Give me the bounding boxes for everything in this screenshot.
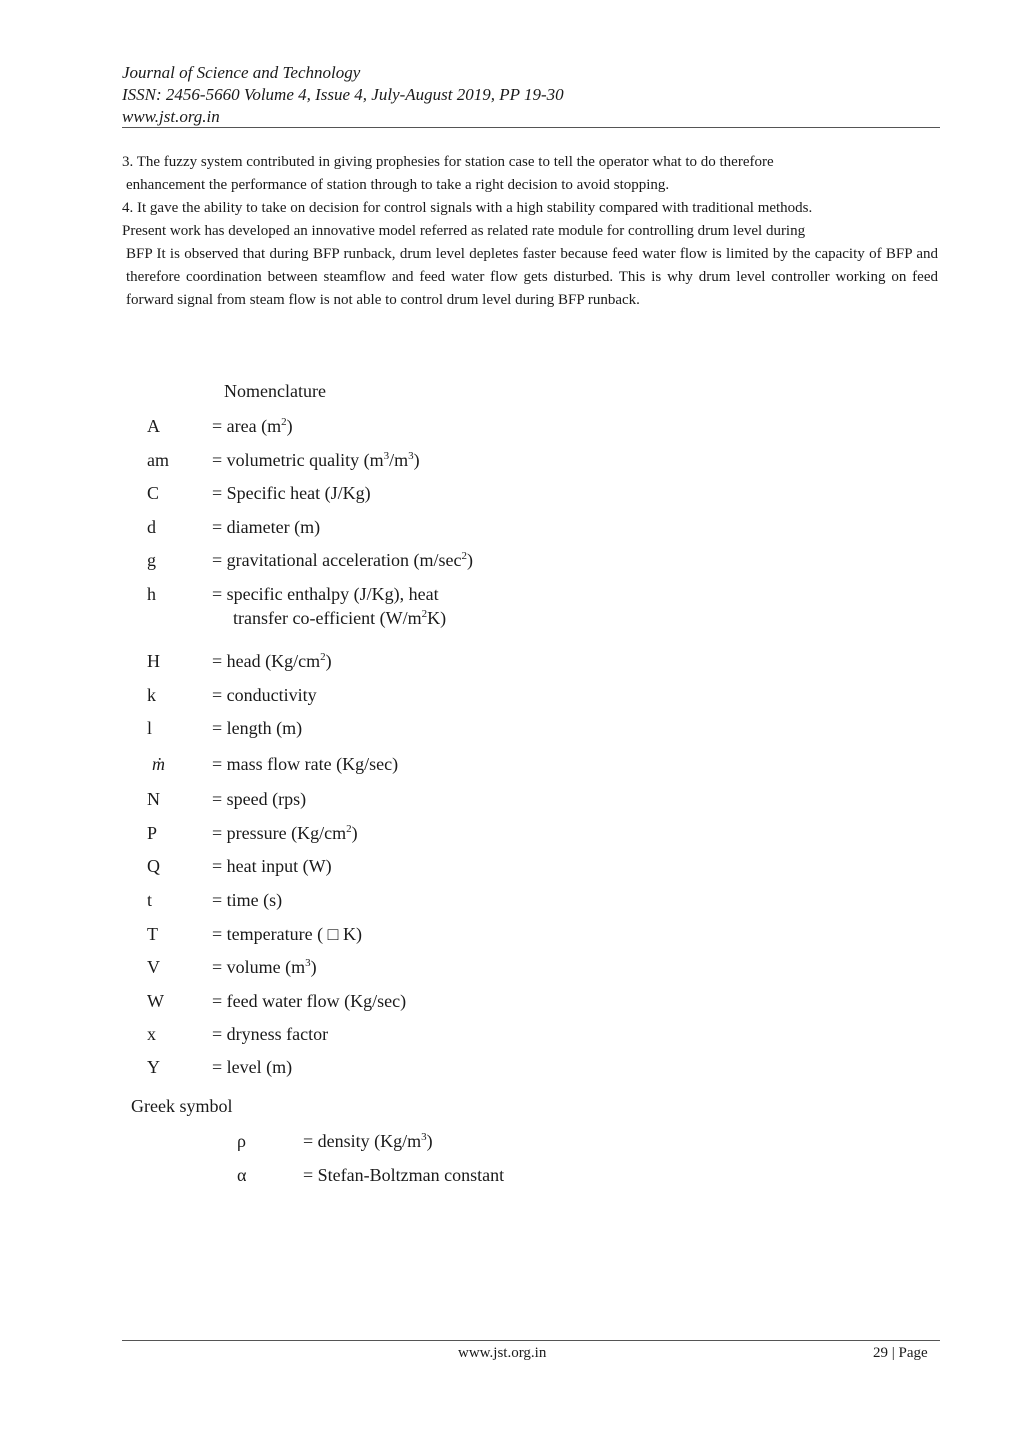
nomenclature-symbol: H	[147, 651, 160, 671]
nomenclature-definition: = conductivity	[212, 685, 317, 705]
nomenclature-definition	[212, 649, 672, 673]
nomenclature-definition: = specific enthalpy (J/Kg), heat	[212, 584, 439, 604]
nomenclature-symbol: k	[147, 685, 156, 705]
header-divider	[122, 127, 940, 128]
nomenclature-symbol: l	[147, 718, 153, 738]
nomenclature-symbol: N	[147, 789, 160, 809]
nomenclature-symbol: am	[147, 450, 169, 470]
definition-text: = density (Kg/m	[303, 1131, 422, 1151]
page-number: 29 | Page	[873, 1345, 928, 1361]
nomenclature-title: Nomenclature	[224, 381, 326, 401]
nomenclature-symbol: h	[147, 584, 156, 604]
definition-text-end: )	[286, 416, 293, 436]
definition-text: = gravitational acceleration (m/sec	[212, 550, 462, 570]
nomenclature-symbol: g	[147, 550, 156, 570]
running-header	[122, 62, 940, 128]
nomenclature-definition: = length (m)	[212, 718, 303, 738]
journal-issn: ISSN: 2456-5660 Volume 4, Issue 4, July-August 2019, PP 19-30	[122, 85, 564, 104]
nomenclature-symbol: T	[147, 924, 158, 944]
paragraph-5-line1: Present work has developed an innovative model referred as related rate module for controlling drum level during	[122, 223, 806, 239]
nomenclature-symbol: ṁ	[152, 754, 165, 774]
nomenclature-symbol: d	[147, 517, 156, 537]
nomenclature-definition: = Specific heat (J/Kg)	[212, 483, 371, 503]
definition-text-end: )	[413, 450, 420, 470]
nomenclature-definition: = diameter (m)	[212, 517, 321, 537]
nomenclature-definition-line2	[233, 606, 693, 630]
nomenclature-definition: = heat input (W)	[212, 856, 332, 876]
definition-text-end: K)	[427, 608, 447, 628]
nomenclature-definition	[212, 548, 672, 572]
definition-text-end: )	[467, 550, 474, 570]
nomenclature-symbol: Y	[147, 1057, 160, 1077]
journal-name: Journal of Science and Technology	[122, 63, 361, 82]
paragraph-3-line2: enhancement the performance of station through to take a right decision to avoid stopping.	[126, 177, 670, 193]
greek-symbol: ρ	[237, 1131, 246, 1151]
definition-superscript: 2	[320, 651, 326, 663]
nomenclature-definition	[212, 821, 672, 845]
nomenclature-definition: = level (m)	[212, 1057, 293, 1077]
greek-symbol-title: Greek symbol	[131, 1096, 233, 1116]
definition-text-end: )	[310, 957, 317, 977]
definition-text: = head (Kg/cm	[212, 651, 321, 671]
nomenclature-symbol: A	[147, 416, 160, 436]
definition-superscript: 3	[383, 450, 390, 462]
definition-text: = volume (m	[212, 957, 306, 977]
definition-superscript: 2	[346, 823, 352, 835]
paragraph-5-rest: BFP It is observed that during BFP runback, drum level depletes faster because feed water flow is limited by the capacity of BFP and therefore coordination between steamflow and feed water flow gets disturbed. This is why drum level controller working on feed forward signal from steam flow is not able to control drum level during BFP runback.	[126, 246, 938, 308]
nomenclature-symbol: t	[147, 890, 153, 910]
paragraph-4: 4. It gave the ability to take on decision for control signals with a high stability compared with traditional methods.	[122, 200, 813, 216]
footer-divider	[122, 1340, 940, 1341]
greek-symbol: α	[237, 1165, 247, 1185]
definition-superscript: 2	[281, 416, 287, 428]
definition-superscript: 2	[421, 608, 428, 620]
nomenclature-symbol: V	[147, 957, 160, 977]
nomenclature-symbol: P	[147, 823, 158, 843]
nomenclature-definition: = speed (rps)	[212, 789, 307, 809]
nomenclature-definition: = time (s)	[212, 890, 283, 910]
definition-text-end: )	[325, 651, 332, 671]
definition-superscript: 3	[408, 450, 414, 462]
definition-superscript: 3	[421, 1131, 427, 1143]
greek-definition: = Stefan-Boltzman constant	[303, 1165, 505, 1185]
nomenclature-definition: = temperature ( □ K)	[212, 924, 362, 944]
footer-url: www.jst.org.in	[458, 1345, 547, 1361]
definition-text: = volumetric quality (m	[212, 450, 384, 470]
nomenclature-symbol: W	[147, 991, 164, 1011]
nomenclature-symbol: C	[147, 483, 160, 503]
definition-superscript: 2	[461, 550, 468, 562]
journal-url: www.jst.org.in	[122, 107, 220, 126]
definition-text-end: )	[426, 1131, 433, 1151]
nomenclature-definition: = mass flow rate (Kg/sec)	[212, 754, 399, 774]
definition-text-end: )	[351, 823, 358, 843]
definition-text-mid: /m	[389, 450, 409, 470]
nomenclature-symbol: x	[147, 1024, 156, 1044]
nomenclature-symbol: Q	[147, 856, 160, 876]
nomenclature-definition	[212, 955, 672, 979]
nomenclature-definition: = feed water flow (Kg/sec)	[212, 991, 407, 1011]
nomenclature-definition: = dryness factor	[212, 1024, 329, 1044]
body-text	[122, 151, 938, 312]
definition-text: transfer co-efficient (W/m	[233, 608, 422, 628]
greek-definition	[303, 1129, 703, 1153]
definition-text: = area (m	[212, 416, 282, 436]
definition-text: = pressure (Kg/cm	[212, 823, 347, 843]
nomenclature-definition	[212, 414, 672, 438]
paragraph-3-line1: 3. The fuzzy system contributed in giving prophesies for station case to tell the operator what to do therefore	[122, 154, 774, 170]
nomenclature-definition	[212, 448, 672, 472]
definition-superscript: 3	[305, 957, 311, 969]
